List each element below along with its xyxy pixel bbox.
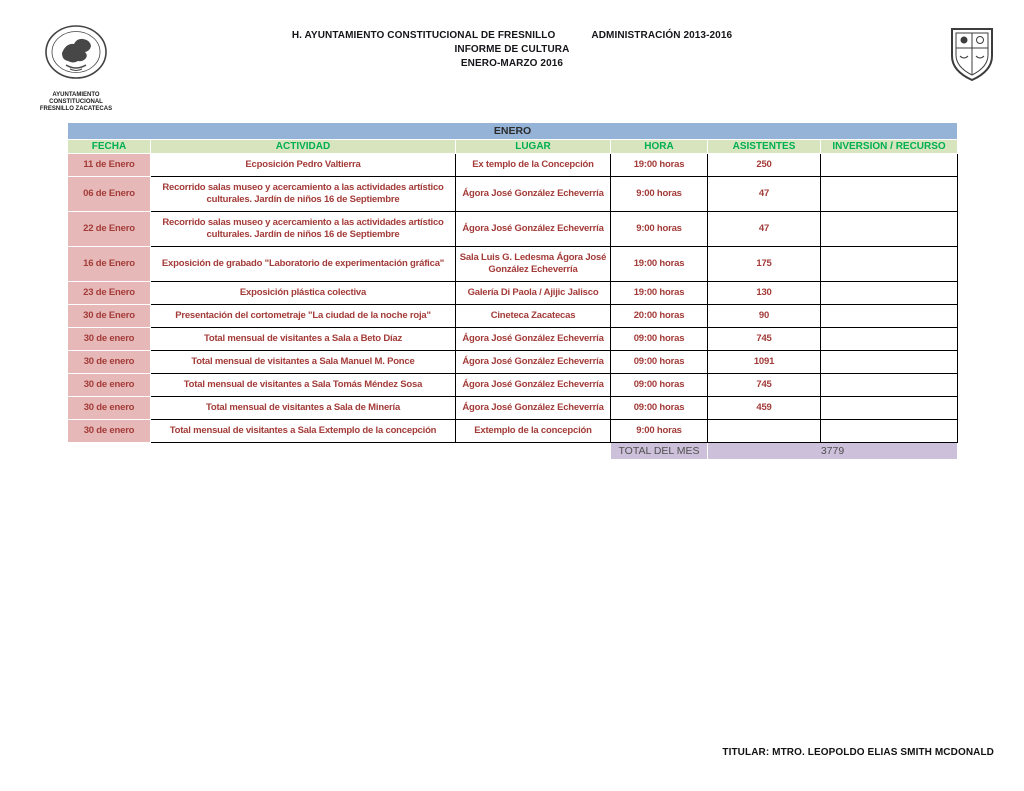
total-row-spacer bbox=[68, 443, 611, 460]
cell-actividad: Ecposición Pedro Valtierra bbox=[151, 154, 456, 177]
left-logo-caption bbox=[34, 92, 118, 113]
enero-table bbox=[67, 122, 958, 460]
cell-fecha: 30 de enero bbox=[68, 374, 151, 397]
cell-inversion bbox=[821, 212, 958, 247]
cell-lugar: Ágora José González Echeverría bbox=[456, 212, 611, 247]
cell-fecha: 30 de enero bbox=[68, 328, 151, 351]
total-row bbox=[68, 443, 958, 460]
cell-fecha: 30 de enero bbox=[68, 351, 151, 374]
table-row bbox=[68, 212, 958, 247]
cell-lugar: Ágora José González Echeverría bbox=[456, 397, 611, 420]
cell-hora: 9:00 horas bbox=[611, 420, 708, 443]
cell-fecha: 30 de enero bbox=[68, 397, 151, 420]
titular-line: TITULAR: MTRO. LEOPOLDO ELIAS SMITH MCDONALD bbox=[722, 747, 994, 758]
fresnillo-crest-icon bbox=[948, 26, 996, 84]
cell-lugar: Sala Luis G. Ledesma Ágora José González Echeverría bbox=[456, 247, 611, 282]
header-period: ENERO-MARZO 2016 bbox=[460, 58, 564, 69]
total-value: 3779 bbox=[708, 443, 958, 460]
cell-hora: 9:00 horas bbox=[611, 212, 708, 247]
column-header-row bbox=[68, 140, 958, 154]
month-band-row bbox=[68, 123, 958, 140]
header-entity: H. AYUNTAMIENTO CONSTITUCIONAL DE FRESNILLO bbox=[291, 30, 556, 41]
table-row bbox=[68, 397, 958, 420]
cell-asistentes: 175 bbox=[708, 247, 821, 282]
table-body bbox=[68, 154, 958, 443]
cell-actividad: Presentación del cortometraje "La ciudad de la noche roja" bbox=[151, 305, 456, 328]
month-title: ENERO bbox=[68, 123, 958, 140]
cell-fecha: 30 de enero bbox=[68, 420, 151, 443]
header-line1 bbox=[0, 29, 1024, 43]
cell-hora: 09:00 horas bbox=[611, 351, 708, 374]
table-row bbox=[68, 420, 958, 443]
cell-hora: 20:00 horas bbox=[611, 305, 708, 328]
cell-lugar: Galería Di Paola / Ajijic Jalisco bbox=[456, 282, 611, 305]
table-row bbox=[68, 247, 958, 282]
cell-hora: 09:00 horas bbox=[611, 374, 708, 397]
col-header-hora: HORA bbox=[611, 140, 708, 154]
cell-actividad: Total mensual de visitantes a Sala Manuel M. Ponce bbox=[151, 351, 456, 374]
cell-inversion bbox=[821, 282, 958, 305]
cell-actividad: Total mensual de visitantes a Sala Extemplo de la concepción bbox=[151, 420, 456, 443]
cell-asistentes: 250 bbox=[708, 154, 821, 177]
col-header-actividad: ACTIVIDAD bbox=[151, 140, 456, 154]
col-header-lugar: LUGAR bbox=[456, 140, 611, 154]
col-header-fecha: FECHA bbox=[68, 140, 151, 154]
table-row bbox=[68, 374, 958, 397]
cell-actividad: Total mensual de visitantes a Sala Tomás Méndez Sosa bbox=[151, 374, 456, 397]
cell-actividad: Exposición plástica colectiva bbox=[151, 282, 456, 305]
cell-hora: 09:00 horas bbox=[611, 328, 708, 351]
table-row bbox=[68, 177, 958, 212]
cell-asistentes: 130 bbox=[708, 282, 821, 305]
cell-hora: 09:00 horas bbox=[611, 397, 708, 420]
cell-lugar: Cineteca Zacatecas bbox=[456, 305, 611, 328]
cell-actividad: Recorrido salas museo y acercamiento a las actividades artístico culturales. Jardín de niños 16 de Septiembre bbox=[151, 212, 456, 247]
cell-inversion bbox=[821, 154, 958, 177]
cell-inversion bbox=[821, 374, 958, 397]
cell-hora: 19:00 horas bbox=[611, 247, 708, 282]
cell-inversion bbox=[821, 420, 958, 443]
table-row bbox=[68, 282, 958, 305]
cell-fecha: 11 de Enero bbox=[68, 154, 151, 177]
cell-actividad: Exposición de grabado "Laboratorio de experimentación gráfica" bbox=[151, 247, 456, 282]
cell-fecha: 23 de Enero bbox=[68, 282, 151, 305]
cell-fecha: 06 de Enero bbox=[68, 177, 151, 212]
cell-lugar: Ágora José González Echeverría bbox=[456, 177, 611, 212]
cell-lugar: Ágora José González Echeverría bbox=[456, 374, 611, 397]
cell-asistentes: 90 bbox=[708, 305, 821, 328]
right-logo-block bbox=[946, 26, 998, 89]
cell-inversion bbox=[821, 351, 958, 374]
cell-inversion bbox=[821, 397, 958, 420]
cell-actividad: Total mensual de visitantes a Sala a Beto Díaz bbox=[151, 328, 456, 351]
cell-lugar: Extemplo de la concepción bbox=[456, 420, 611, 443]
cell-inversion bbox=[821, 247, 958, 282]
cell-actividad: Total mensual de visitantes a Sala de Minería bbox=[151, 397, 456, 420]
cell-asistentes: 47 bbox=[708, 177, 821, 212]
col-header-inversion: INVERSION / RECURSO bbox=[821, 140, 958, 154]
cell-asistentes: 459 bbox=[708, 397, 821, 420]
table-row bbox=[68, 305, 958, 328]
table-row bbox=[68, 154, 958, 177]
document-header bbox=[0, 29, 1024, 71]
header-report-title: INFORME DE CULTURA bbox=[454, 44, 570, 55]
cell-fecha: 22 de Enero bbox=[68, 212, 151, 247]
cell-lugar: Ágora José González Echeverría bbox=[456, 328, 611, 351]
cell-asistentes: 47 bbox=[708, 212, 821, 247]
cell-fecha: 30 de Enero bbox=[68, 305, 151, 328]
cell-inversion bbox=[821, 305, 958, 328]
cell-hora: 19:00 horas bbox=[611, 282, 708, 305]
left-logo-caption-line1: AYUNTAMIENTO CONSTITUCIONAL bbox=[49, 92, 103, 105]
total-label: TOTAL DEL MES bbox=[611, 443, 708, 460]
cell-fecha: 16 de Enero bbox=[68, 247, 151, 282]
cell-asistentes: 1091 bbox=[708, 351, 821, 374]
table-row bbox=[68, 351, 958, 374]
cell-hora: 9:00 horas bbox=[611, 177, 708, 212]
cell-lugar: Ágora José González Echeverría bbox=[456, 351, 611, 374]
left-logo-caption-line2: FRESNILLO ZACATECAS bbox=[39, 106, 113, 112]
cell-hora: 19:00 horas bbox=[611, 154, 708, 177]
col-header-asistentes: ASISTENTES bbox=[708, 140, 821, 154]
table-row bbox=[68, 328, 958, 351]
header-administration: ADMINISTRACIÓN 2013-2016 bbox=[591, 30, 733, 41]
cell-actividad: Recorrido salas museo y acercamiento a las actividades artístico culturales. Jardín de niños 16 de Septiembre bbox=[151, 177, 456, 212]
cell-lugar: Ex templo de la Concepción bbox=[456, 154, 611, 177]
cell-inversion bbox=[821, 177, 958, 212]
cell-asistentes: 745 bbox=[708, 328, 821, 351]
cell-asistentes: 745 bbox=[708, 374, 821, 397]
cell-inversion bbox=[821, 328, 958, 351]
cell-asistentes bbox=[708, 420, 821, 443]
